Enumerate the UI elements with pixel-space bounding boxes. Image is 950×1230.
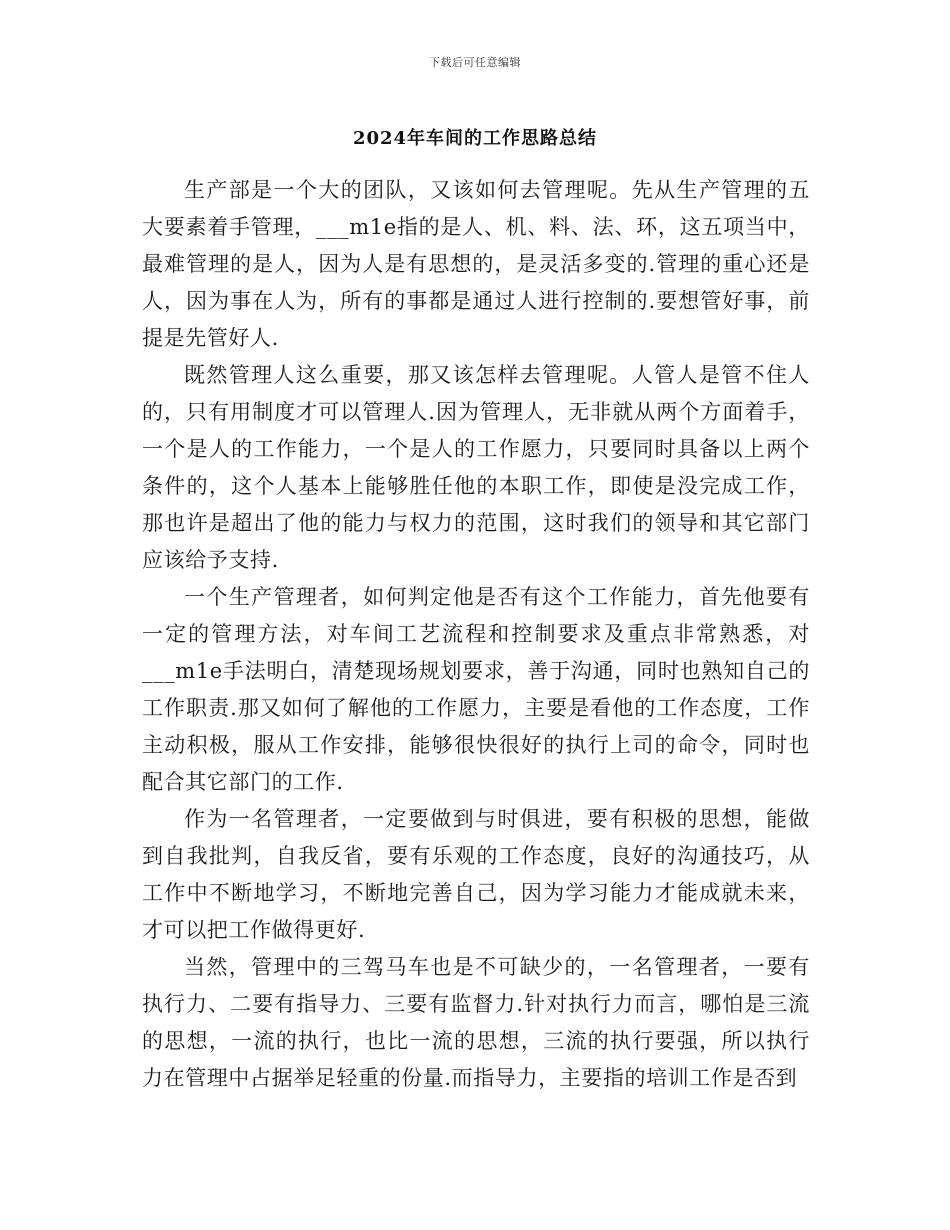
paragraph: 当然，管理中的三驾马车也是不可缺少的，一名管理者，一要有执行力、二要有指导力、三要有监督力.针对执行力而言，哪怕是三流的思想，一流的执行，也比一流的思想，三流的执行要强，所以执行力在管理中占据举足轻重的份量.而指导力，主要指的培训工作是否到	[142, 955, 810, 1090]
header-note: 下载后可任意编辑	[429, 56, 521, 69]
paragraph: 生产部是一个大的团队，又该如何去管理呢。先从生产管理的五大要素着手管理，___m1e指的是人、机、料、法、环，这五项当中，最难管理的是人，因为人是有思想的，是灵活多变的.管理的重心还是人，因为事在人为，所有的事都是通过人进行控制的.要想管好事，前提是先管好人.	[142, 178, 810, 350]
paragraph: 作为一名管理者，一定要做到与时俱进，要有积极的思想，能做到自我批判，自我反省，要有乐观的工作态度，良好的沟通技巧，从工作中不断地学习，不断地完善自己，因为学习能力才能成就未来，才可以把工作做得更好.	[142, 807, 810, 942]
paragraph: 既然管理人这么重要，那又该怎样去管理呢。人管人是管不住人的，只有用制度才可以管理人.因为管理人，无非就从两个方面着手，一个是人的工作能力，一个是人的工作愿力，只要同时具备以上两个条件的，这个人基本上能够胜任他的本职工作，即使是没完成工作，那也许是超出了他的能力与权力的范围，这时我们的领导和其它部门应该给予支持.	[142, 363, 810, 572]
document-title: 2024年车间的工作思路总结	[352, 128, 598, 149]
paragraph: 一个生产管理者，如何判定他是否有这个工作能力，首先他要有一定的管理方法，对车间工艺流程和控制要求及重点非常熟悉，对___m1e手法明白，清楚现场规划要求，善于沟通，同时也熟知自己的工作职责.那又如何了解他的工作愿力，主要是看他的工作态度，工作主动积极，服从工作安排，能够很快很好的执行上司的命令，同时也配合其它部门的工作.	[142, 585, 810, 794]
document-body	[142, 172, 810, 1097]
